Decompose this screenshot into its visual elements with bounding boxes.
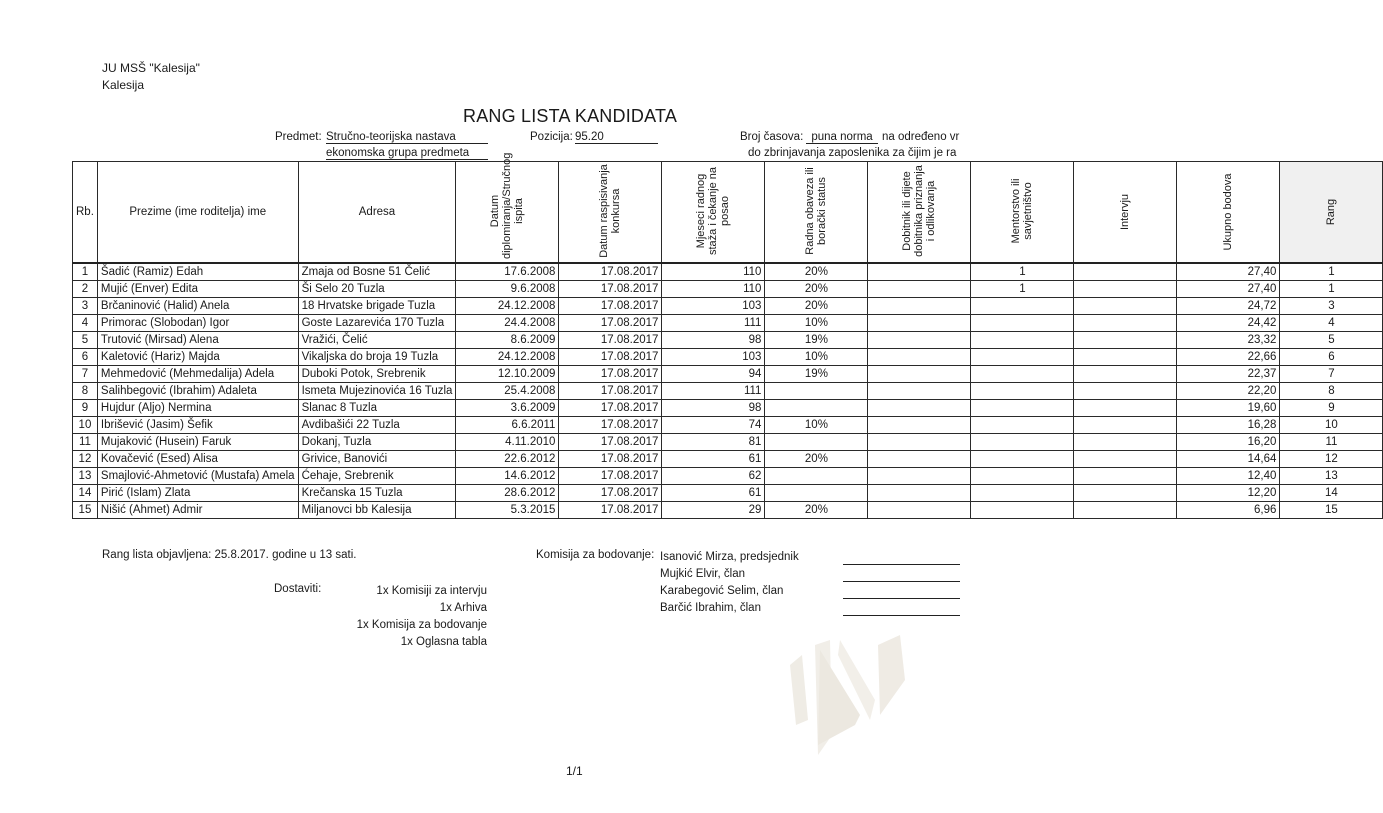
col-header-date-diploma-text: Datum diplomiranja/Stručnog ispita <box>489 152 526 259</box>
date-konkurs: 17.08.2017 <box>559 400 662 417</box>
radna-obaveza: 10% <box>765 417 868 434</box>
row-number: 8 <box>73 383 98 400</box>
dobitnik-value <box>868 451 971 468</box>
date-diploma: 28.6.2012 <box>456 485 559 502</box>
total-points: 16,28 <box>1177 417 1280 434</box>
total-points: 12,40 <box>1177 468 1280 485</box>
dobitnik-value <box>868 417 971 434</box>
candidate-address: Slanac 8 Tuzla <box>298 400 456 417</box>
date-diploma: 5.3.2015 <box>456 502 559 519</box>
radna-obaveza: 20% <box>765 298 868 315</box>
date-diploma: 24.4.2008 <box>456 315 559 332</box>
candidate-name: Ibrišević (Jasim) Šefik <box>97 417 298 434</box>
date-konkurs: 17.08.2017 <box>559 298 662 315</box>
candidate-address: Dokanj, Tuzla <box>298 434 456 451</box>
table-row <box>73 417 1383 434</box>
row-number: 5 <box>73 332 98 349</box>
komisija-list <box>660 549 799 617</box>
date-diploma: 24.12.2008 <box>456 298 559 315</box>
rang-value: 4 <box>1280 315 1383 332</box>
rang-value: 6 <box>1280 349 1383 366</box>
candidate-address: Goste Lazarevića 170 Tuzla <box>298 315 456 332</box>
row-number: 3 <box>73 298 98 315</box>
total-points: 23,32 <box>1177 332 1280 349</box>
dostaviti-list <box>340 583 487 651</box>
broj-casova-value: puna norma <box>806 131 878 144</box>
radna-obaveza <box>765 400 868 417</box>
intervju-value <box>1074 349 1177 366</box>
logo-shape <box>878 635 905 715</box>
dobitnik-value <box>868 400 971 417</box>
rang-value: 15 <box>1280 502 1383 519</box>
komisija-member: Barčić Ibrahim, član <box>660 602 761 614</box>
table-row <box>73 468 1383 485</box>
mentorstvo-value <box>971 400 1074 417</box>
org-city: Kalesija <box>102 78 145 92</box>
signature-line <box>843 581 960 582</box>
intervju-value <box>1074 468 1177 485</box>
date-konkurs: 17.08.2017 <box>559 332 662 349</box>
intervju-value <box>1074 485 1177 502</box>
candidate-address: Krečanska 15 Tuzla <box>298 485 456 502</box>
intervju-value <box>1074 502 1177 519</box>
col-header-total-text: Ukupno bodova <box>1222 172 1235 251</box>
date-diploma: 3.6.2009 <box>456 400 559 417</box>
dobitnik-value <box>868 468 971 485</box>
table-row <box>73 366 1383 383</box>
radna-obaveza: 20% <box>765 281 868 298</box>
rang-value: 5 <box>1280 332 1383 349</box>
candidate-name: Brčaninović (Halid) Anela <box>97 298 298 315</box>
intervju-value <box>1074 400 1177 417</box>
date-diploma: 4.11.2010 <box>456 434 559 451</box>
col-header-rb: Rb. <box>73 162 98 264</box>
months-value: 61 <box>662 485 765 502</box>
row-number: 1 <box>73 263 98 281</box>
radna-obaveza: 20% <box>765 451 868 468</box>
months-value: 98 <box>662 332 765 349</box>
months-value: 111 <box>662 383 765 400</box>
months-value: 62 <box>662 468 765 485</box>
date-konkurs: 17.08.2017 <box>559 263 662 281</box>
date-diploma: 12.10.2009 <box>456 366 559 383</box>
total-points: 24,72 <box>1177 298 1280 315</box>
table-row <box>73 281 1383 298</box>
komisija-member: Karabegović Selim, član <box>660 585 784 597</box>
mentorstvo-value <box>971 451 1074 468</box>
mentorstvo-value <box>971 485 1074 502</box>
logo-watermark-icon <box>760 625 920 765</box>
date-diploma: 22.6.2012 <box>456 451 559 468</box>
total-points: 19,60 <box>1177 400 1280 417</box>
total-points: 12,20 <box>1177 485 1280 502</box>
signature-line <box>843 564 960 565</box>
radna-obaveza: 10% <box>765 315 868 332</box>
months-value: 74 <box>662 417 765 434</box>
logo-shape <box>790 655 808 725</box>
candidate-name: Kovačević (Esed) Alisa <box>97 451 298 468</box>
date-konkurs: 17.08.2017 <box>559 315 662 332</box>
mentorstvo-value <box>971 315 1074 332</box>
dobitnik-value <box>868 263 971 281</box>
col-header-date-konkurs <box>559 162 662 264</box>
col-header-intervju <box>1074 162 1177 264</box>
rang-value: 1 <box>1280 281 1383 298</box>
date-diploma: 24.12.2008 <box>456 349 559 366</box>
intervju-value <box>1074 281 1177 298</box>
date-konkurs: 17.08.2017 <box>559 451 662 468</box>
intervju-value <box>1074 383 1177 400</box>
candidate-name: Šadić (Ramiz) Edah <box>97 263 298 281</box>
date-konkurs: 17.08.2017 <box>559 383 662 400</box>
intervju-value <box>1074 332 1177 349</box>
row-number: 15 <box>73 502 98 519</box>
intervju-value <box>1074 451 1177 468</box>
date-diploma: 8.6.2009 <box>456 332 559 349</box>
total-points: 22,20 <box>1177 383 1280 400</box>
dobitnik-value <box>868 281 971 298</box>
months-value: 103 <box>662 298 765 315</box>
table-row <box>73 332 1383 349</box>
col-header-date-diploma <box>456 152 559 264</box>
dobitnik-value <box>868 349 971 366</box>
mentorstvo-value <box>971 468 1074 485</box>
row-number: 13 <box>73 468 98 485</box>
predmet-value-line1: Stručno-teorijska nastava <box>326 131 488 144</box>
date-konkurs: 17.08.2017 <box>559 349 662 366</box>
row-number: 2 <box>73 281 98 298</box>
table-row <box>73 263 1383 281</box>
table-row <box>73 315 1383 332</box>
table-row <box>73 485 1383 502</box>
candidate-address: Avdibašići 22 Tuzla <box>298 417 456 434</box>
mentorstvo-value <box>971 383 1074 400</box>
radna-obaveza: 20% <box>765 502 868 519</box>
mentorstvo-value <box>971 417 1074 434</box>
published-note: Rang lista objavljena: 25.8.2017. godine u 13 sati. <box>102 549 357 561</box>
candidate-address: Duboki Potok, Srebrenik <box>298 366 456 383</box>
months-value: 111 <box>662 315 765 332</box>
total-points: 16,20 <box>1177 434 1280 451</box>
table-header-row <box>73 162 1383 264</box>
mentorstvo-value: 1 <box>971 281 1074 298</box>
total-points: 22,66 <box>1177 349 1280 366</box>
mentorstvo-value <box>971 366 1074 383</box>
employment-note: do zbrinjavanja zaposlenika za čijim je ra <box>748 147 957 159</box>
candidate-name: Mujaković (Husein) Faruk <box>97 434 298 451</box>
rang-value: 3 <box>1280 298 1383 315</box>
col-header-address: Adresa <box>298 162 456 264</box>
col-header-months-text: Mjeseci radnog staža i čekanje na posao <box>695 166 732 256</box>
candidate-name: Mehmedović (Mehmedalija) Adela <box>97 366 298 383</box>
candidate-name: Pirić (Islam) Zlata <box>97 485 298 502</box>
mentorstvo-value <box>971 502 1074 519</box>
candidate-address: Zmaja od Bosne 51 Čelić <box>298 263 456 281</box>
radna-obaveza <box>765 434 868 451</box>
months-value: 81 <box>662 434 765 451</box>
date-konkurs: 17.08.2017 <box>559 366 662 383</box>
intervju-value <box>1074 298 1177 315</box>
radna-obaveza: 19% <box>765 332 868 349</box>
candidate-name: Trutović (Mirsad) Alena <box>97 332 298 349</box>
radna-obaveza <box>765 383 868 400</box>
predmet-label: Predmet: <box>275 131 322 143</box>
candidate-name: Primorac (Slobodan) Igor <box>97 315 298 332</box>
col-header-dobitnik-text: Dobitnik ili dijete dobitnika priznanja i odlikovanja <box>901 165 938 257</box>
rang-value: 8 <box>1280 383 1383 400</box>
col-header-date-konkurs-text: Datum raspisivanja konkursa <box>598 164 623 258</box>
months-value: 110 <box>662 263 765 281</box>
rang-value: 12 <box>1280 451 1383 468</box>
candidate-name: Kaletović (Hariz) Majda <box>97 349 298 366</box>
pozicija-value: 95.20 <box>575 131 658 144</box>
rang-value: 1 <box>1280 263 1383 281</box>
months-value: 61 <box>662 451 765 468</box>
col-header-name: Prezime (ime roditelja) ime <box>97 162 298 264</box>
date-konkurs: 17.08.2017 <box>559 434 662 451</box>
org-name: JU MSŠ "Kalesija" <box>102 61 200 75</box>
col-header-rang-text: Rang <box>1325 198 1338 225</box>
komisija-label: Komisija za bodovanje: <box>536 549 655 561</box>
table-row <box>73 451 1383 468</box>
row-number: 11 <box>73 434 98 451</box>
pozicija-label: Pozicija: <box>530 131 573 143</box>
candidate-name: Nišić (Ahmet) Admir <box>97 502 298 519</box>
date-konkurs: 17.08.2017 <box>559 502 662 519</box>
candidate-name: Mujić (Enver) Edita <box>97 281 298 298</box>
broj-casova-suffix: na određeno vr <box>882 131 960 143</box>
col-header-months <box>662 162 765 264</box>
radna-obaveza <box>765 468 868 485</box>
row-number: 14 <box>73 485 98 502</box>
row-number: 4 <box>73 315 98 332</box>
months-value: 103 <box>662 349 765 366</box>
row-number: 7 <box>73 366 98 383</box>
intervju-value <box>1074 315 1177 332</box>
dobitnik-value <box>868 315 971 332</box>
dobitnik-value <box>868 298 971 315</box>
komisija-member: Isanović Mirza, predsjednik <box>660 551 799 563</box>
candidate-address: Ćehaje, Srebrenik <box>298 468 456 485</box>
dostaviti-item: 1x Komisija za bodovanje <box>356 619 487 631</box>
candidate-address: Ismeta Mujezinovića 16 Tuzla <box>298 383 456 400</box>
candidate-name: Hujdur (Aljo) Nermina <box>97 400 298 417</box>
table-row <box>73 349 1383 366</box>
candidate-address: Miljanovci bb Kalesija <box>298 502 456 519</box>
row-number: 6 <box>73 349 98 366</box>
dobitnik-value <box>868 485 971 502</box>
rang-value: 9 <box>1280 400 1383 417</box>
table-row <box>73 502 1383 519</box>
col-header-radna-text: Radna obaveza ili borački status <box>804 167 829 255</box>
rang-value: 10 <box>1280 417 1383 434</box>
radna-obaveza: 10% <box>765 349 868 366</box>
dobitnik-value <box>868 332 971 349</box>
candidate-address: Ši Selo 20 Tuzla <box>298 281 456 298</box>
dobitnik-value <box>868 502 971 519</box>
date-diploma: 6.6.2011 <box>456 417 559 434</box>
total-points: 24,42 <box>1177 315 1280 332</box>
total-points: 22,37 <box>1177 366 1280 383</box>
predmet-value-line2: ekonomska grupa predmeta <box>326 147 488 160</box>
candidate-name: Smajlović-Ahmetović (Mustafa) Amela <box>97 468 298 485</box>
row-number: 12 <box>73 451 98 468</box>
intervju-value <box>1074 263 1177 281</box>
candidate-address: Vikaljska do broja 19 Tuzla <box>298 349 456 366</box>
radna-obaveza: 19% <box>765 366 868 383</box>
col-header-radna <box>765 162 868 264</box>
col-header-mentor-text: Mentorstvo ili savjetništvo <box>1010 178 1035 244</box>
mentorstvo-value: 1 <box>971 263 1074 281</box>
col-header-rang <box>1280 162 1383 264</box>
rang-value: 11 <box>1280 434 1383 451</box>
total-points: 27,40 <box>1177 281 1280 298</box>
signature-line <box>843 598 960 599</box>
total-points: 6,96 <box>1177 502 1280 519</box>
candidate-address: Grivice, Banovići <box>298 451 456 468</box>
table-row <box>73 298 1383 315</box>
radna-obaveza: 20% <box>765 263 868 281</box>
mentorstvo-value <box>971 349 1074 366</box>
dostaviti-item: 1x Oglasna tabla <box>400 636 487 648</box>
dostaviti-item: 1x Komisiji za intervju <box>376 585 487 597</box>
radna-obaveza <box>765 485 868 502</box>
komisija-member: Mujkić Elvir, član <box>660 568 745 580</box>
table-row <box>73 434 1383 451</box>
candidate-address: 18 Hrvatske brigade Tuzla <box>298 298 456 315</box>
months-value: 110 <box>662 281 765 298</box>
signature-line <box>843 615 960 616</box>
broj-casova-label: Broj časova: <box>740 131 804 143</box>
date-diploma: 17.6.2008 <box>456 263 559 281</box>
date-konkurs: 17.08.2017 <box>559 417 662 434</box>
months-value: 29 <box>662 502 765 519</box>
mentorstvo-value <box>971 332 1074 349</box>
dostaviti-label: Dostaviti: <box>274 583 322 595</box>
candidate-address: Vražići, Čelić <box>298 332 456 349</box>
dobitnik-value <box>868 366 971 383</box>
date-diploma: 14.6.2012 <box>456 468 559 485</box>
row-number: 10 <box>73 417 98 434</box>
table-body <box>73 263 1383 519</box>
col-header-intervju-text: Intervju <box>1119 193 1132 230</box>
dobitnik-value <box>868 434 971 451</box>
mentorstvo-value <box>971 298 1074 315</box>
date-konkurs: 17.08.2017 <box>559 485 662 502</box>
rang-value: 13 <box>1280 468 1383 485</box>
col-header-dobitnik <box>868 162 971 264</box>
total-points: 14,64 <box>1177 451 1280 468</box>
col-header-mentor <box>971 162 1074 264</box>
table-row <box>73 400 1383 417</box>
date-diploma: 25.4.2008 <box>456 383 559 400</box>
rang-value: 14 <box>1280 485 1383 502</box>
date-konkurs: 17.08.2017 <box>559 281 662 298</box>
total-points: 27,40 <box>1177 263 1280 281</box>
col-header-total <box>1177 162 1280 264</box>
date-diploma: 9.6.2008 <box>456 281 559 298</box>
months-value: 98 <box>662 400 765 417</box>
rang-value: 7 <box>1280 366 1383 383</box>
mentorstvo-value <box>971 434 1074 451</box>
page-title: RANG LISTA KANDIDATA <box>463 106 678 126</box>
dostaviti-item: 1x Arhiva <box>439 602 487 614</box>
months-value: 94 <box>662 366 765 383</box>
dobitnik-value <box>868 383 971 400</box>
row-number: 9 <box>73 400 98 417</box>
page-number: 1/1 <box>566 764 583 778</box>
intervju-value <box>1074 366 1177 383</box>
date-konkurs: 17.08.2017 <box>559 468 662 485</box>
table-row <box>73 383 1383 400</box>
intervju-value <box>1074 417 1177 434</box>
intervju-value <box>1074 434 1177 451</box>
candidate-name: Salihbegović (Ibrahim) Adaleta <box>97 383 298 400</box>
